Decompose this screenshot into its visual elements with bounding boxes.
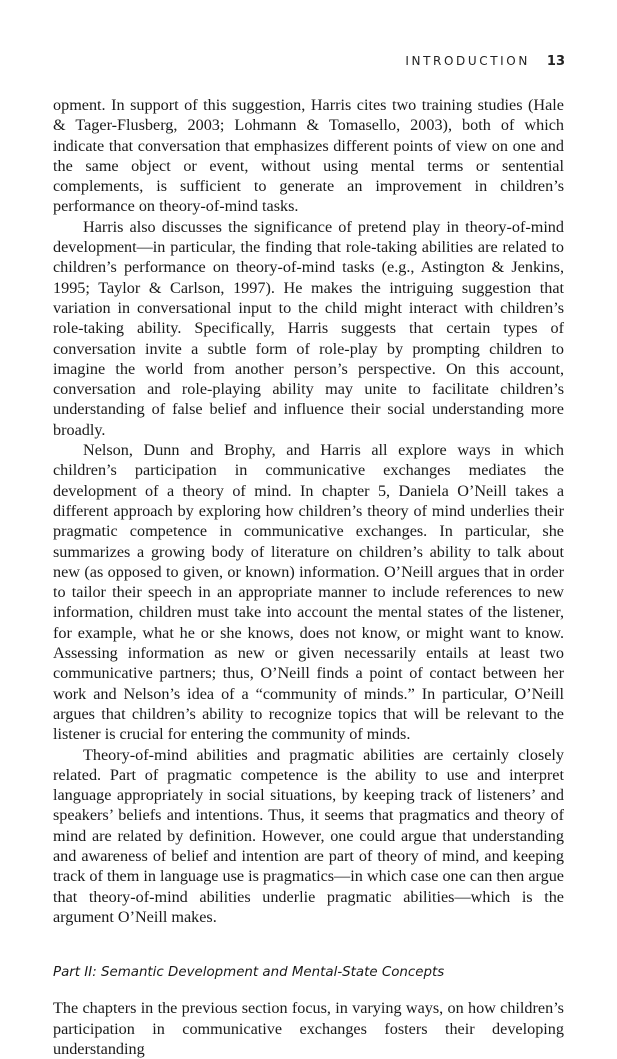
body-text [53, 95, 564, 1059]
running-title: INTRODUCTION [405, 54, 530, 68]
paragraph: Harris also discusses the significance of pretend play in theory-of-mind development—in particular, the finding that role-taking abilities are related to children’s performance on theory-of-mind tasks (e.g., Astington & Jenkins, 1995; Taylor & Carlson, 1997). He makes the intriguing suggestion that variation in conversational input to the child might interact with children’s role-taking ability. Specifically, Harris suggests that certain types of conversation invite a subtle form of role-play by prompting children to imagine the world from another person’s perspective. On this account, conversation and role-playing ability may unite to facilitate children’s understanding of false belief and influence their social understanding more broadly. [53, 217, 564, 439]
paragraph: Theory-of-mind abilities and pragmatic abilities are certainly closely related. Part of pragmatic competence is the ability to use and interpret language appropriately in social situations, by keeping track of listeners’ and speakers’ beliefs and intentions. Thus, it seems that pragmatics and theory of mind are related by definition. However, one could argue that understanding and awareness of belief and intention are part of theory of mind, and keeping track of them in language use is pragmatics—in which case one can then argue that theory-of-mind abilities underlie pragmatic abilities—which is the argument O’Neill makes. [53, 745, 564, 926]
running-head [405, 54, 565, 69]
section-heading: Part II: Semantic Development and Mental-State Concepts [53, 965, 445, 981]
paragraph: The chapters in the previous section focus, in varying ways, on how children’s participation in communicative exchanges fosters their developing understanding [53, 999, 564, 1059]
paragraph-continued: opment. In support of this suggestion, Harris cites two training studies (Hale & Tager-Flusberg, 2003; Lohmann & Tomasello, 2003), both of which indicate that conversation that emphasizes different points of view on one and the same object or event, without using mental terms or sentential complements, is sufficient to generate an improvement in children’s performance on theory-of-mind tasks. [53, 96, 564, 216]
paragraph: Nelson, Dunn and Brophy, and Harris all explore ways in which children’s participation in communicative exchanges mediates the development of a theory of mind. In chapter 5, Daniela O’Neill takes a different approach by exploring how children’s theory of mind underlies their pragmatic competence in communicative exchanges. In particular, she summarizes a growing body of literature on children’s ability to talk about new (as opposed to given, or known) information. O’Neill argues that in order to tailor their speech in an appropriate manner to include references to new information, children must take into account the mental states of the listener, for example, what he or she knows, does not know, or might want to know. Assessing information as new or given necessarily entails at least two communicative partners; thus, O’Neill finds a point of contact between her work and Nelson’s idea of a “community of minds.” In particular, O’Neill argues that children’s ability to recognize topics that will be relevant to the listener is crucial for entering the community of minds. [53, 441, 564, 744]
page-number: 13 [546, 54, 565, 69]
